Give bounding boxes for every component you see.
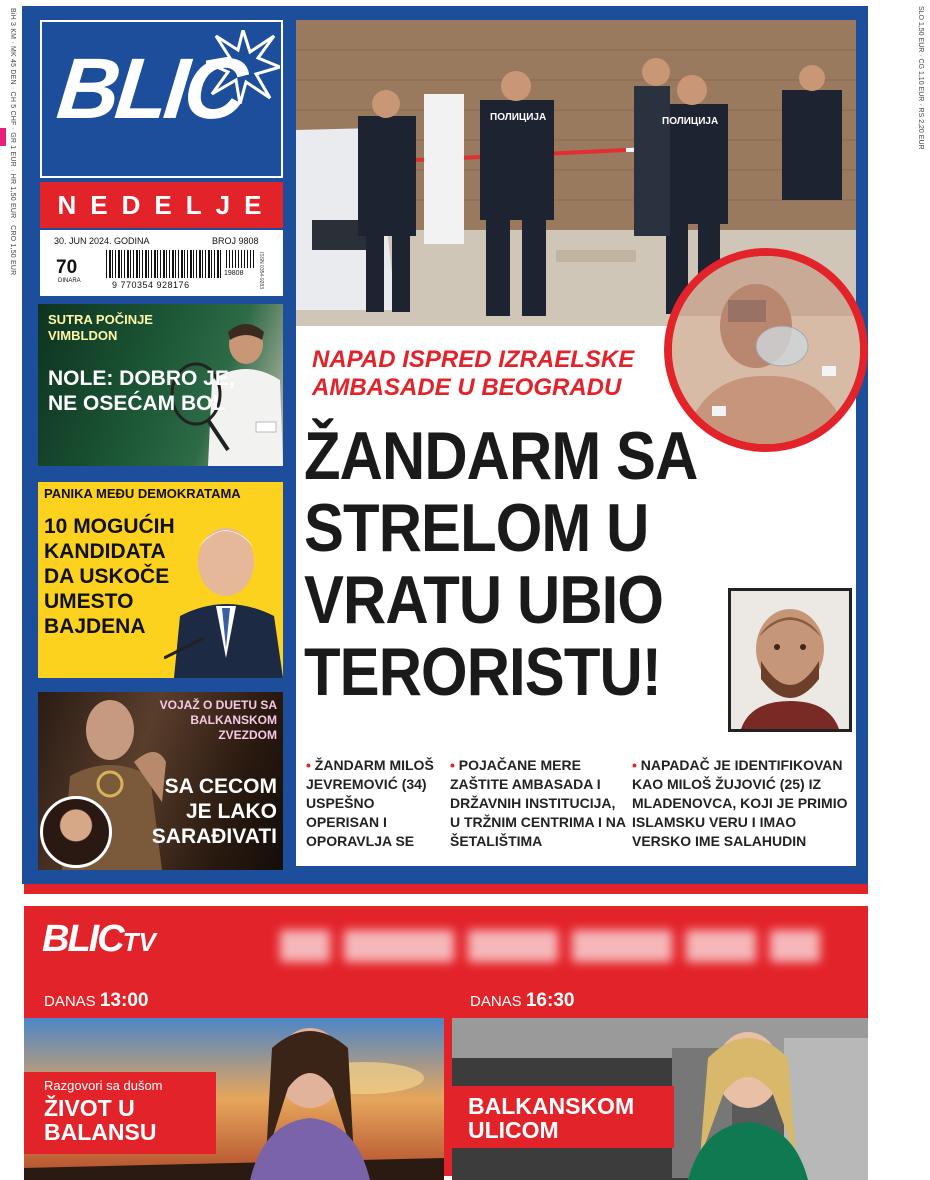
barcode-number: 9 770354 928176 [112, 280, 190, 290]
issue-number: BROJ 9808 [212, 236, 259, 246]
issue-date: 30. JUN 2024. GODINA [54, 236, 150, 246]
lead-bullet: • ŽANDARM MILOŠ JEVREMOVIĆ (34) USPEŠNO OPERISAN I OPORAVLJA SE [306, 757, 434, 849]
barcode-addon-icon [226, 250, 254, 268]
show-day: DANAS [470, 993, 522, 1010]
police-label: ПОЛИЦИЈА [662, 116, 719, 127]
masthead-logo [40, 20, 283, 178]
issn: ISSN 0354-9283 [258, 252, 264, 289]
section-divider [24, 884, 868, 894]
dateline-box [40, 230, 283, 296]
teaser-kicker: PANIKA MEĐU DEMOKRATAMA [38, 486, 283, 501]
registration-mark [0, 128, 6, 146]
tv-logo-text: BLIC [42, 918, 123, 960]
show-time-value: 13:00 [99, 990, 149, 1011]
teaser-biden[interactable] [38, 482, 283, 678]
side-price-strip [0, 0, 22, 300]
show-time [44, 990, 148, 1012]
logo-text: BLIC [52, 41, 248, 137]
teaser-headline: 10 MOGUĆIH KANDIDATA DA USKOČE UMESTO BAJDENA [44, 515, 175, 638]
teaser-kicker: SUTRA POČINJE VIMBLDON [48, 312, 153, 343]
teaser-headline: SA CECOM JE LAKO SARAĐIVATI [151, 775, 277, 848]
barcode-icon [106, 250, 222, 278]
side-prices: BiH 3 KM · MK 45 DEN · CH 5 CHF · GR 1 EUR · HR 1,50 EUR · CRO 1,50 EUR [9, 8, 16, 276]
bullet-text: ŽANDARM MILOŠ JEVREMOVIĆ (34) USPEŠNO OPERISAN I OPORAVLJA SE [306, 757, 434, 849]
lead-kicker: NAPAD ISPRED IZRAELSKE AMBASADE U BEOGRADU [312, 346, 635, 401]
side-price-strip-right [906, 0, 930, 330]
teaser-nole[interactable] [38, 304, 283, 466]
suspect-portrait [731, 591, 849, 729]
barcode-addon: 19808 [224, 270, 244, 277]
price-currency: DINARA [58, 278, 81, 284]
show-day: DANAS [44, 993, 96, 1010]
teaser-ceca[interactable] [38, 692, 283, 870]
price-value: 70 [56, 257, 78, 278]
bullet-text: POJAČANE MERE ZAŠTITE AMBASADA I DRŽAVNIH INSTITUCIJA, U TRŽNIM CENTRIMA I NA ŠETALIŠTIMA [450, 757, 626, 849]
teaser-kicker: VOJAŽ O DUETU SA BALKANSKOM ZVEZDOM [159, 698, 277, 742]
mugshot-photo [728, 588, 852, 732]
show-label[interactable] [452, 1086, 674, 1148]
show-subtitle: Razgovori sa dušom [44, 1078, 163, 1093]
show-time-value: 16:30 [525, 990, 575, 1011]
lead-headline[interactable]: ŽANDARM SA STRELOM U VRATU UBIO TERORISTU! [304, 418, 696, 710]
tv-logo-suffix: TV [122, 927, 156, 957]
show-label[interactable] [24, 1072, 216, 1154]
lead-bullet: • POJAČANE MERE ZAŠTITE AMBASADA I DRŽAVNIH INSTITUCIJA, U TRŽNIM CENTRIMA I NA ŠETALIŠTIMA [450, 757, 626, 849]
hospital-photo [672, 256, 860, 444]
side-prices-right: SLO 1,50 EUR · CG 1,10 EUR · RS 2,20 EUR [917, 6, 924, 150]
teaser-headline: NOLE: DOBRO JE, NE OSEĆAM BOL [48, 367, 235, 415]
lead-bullet: • NAPADAČ JE IDENTIFIKOVAN KAO MILOŠ ŽUJOVIĆ (25) IZ MLADENOVCA, KOJI JE PRIMIO ISLAMSKU VERU I IMAO VERSKO IME SALAHUDIN [632, 757, 848, 849]
bullet-text: NAPADAČ JE IDENTIFIKOVAN KAO MILOŠ ŽUJOVIĆ (25) IZ MLADENOVCA, KOJI JE PRIMIO ISLAMSKU VERU I IMAO VERSKO IME SALAHUDIN [632, 757, 848, 849]
blurred-text [280, 922, 860, 968]
show-title: ŽIVOT U BALANSU [44, 1095, 157, 1145]
show-title: BALKANSKOM ULICOM [468, 1093, 635, 1143]
edition-banner: NEDELJE [40, 182, 283, 228]
tv-logo [42, 918, 156, 961]
inset-portrait [40, 796, 112, 868]
show-time [470, 990, 574, 1012]
police-label: ПОЛИЦИЈА [490, 112, 547, 123]
